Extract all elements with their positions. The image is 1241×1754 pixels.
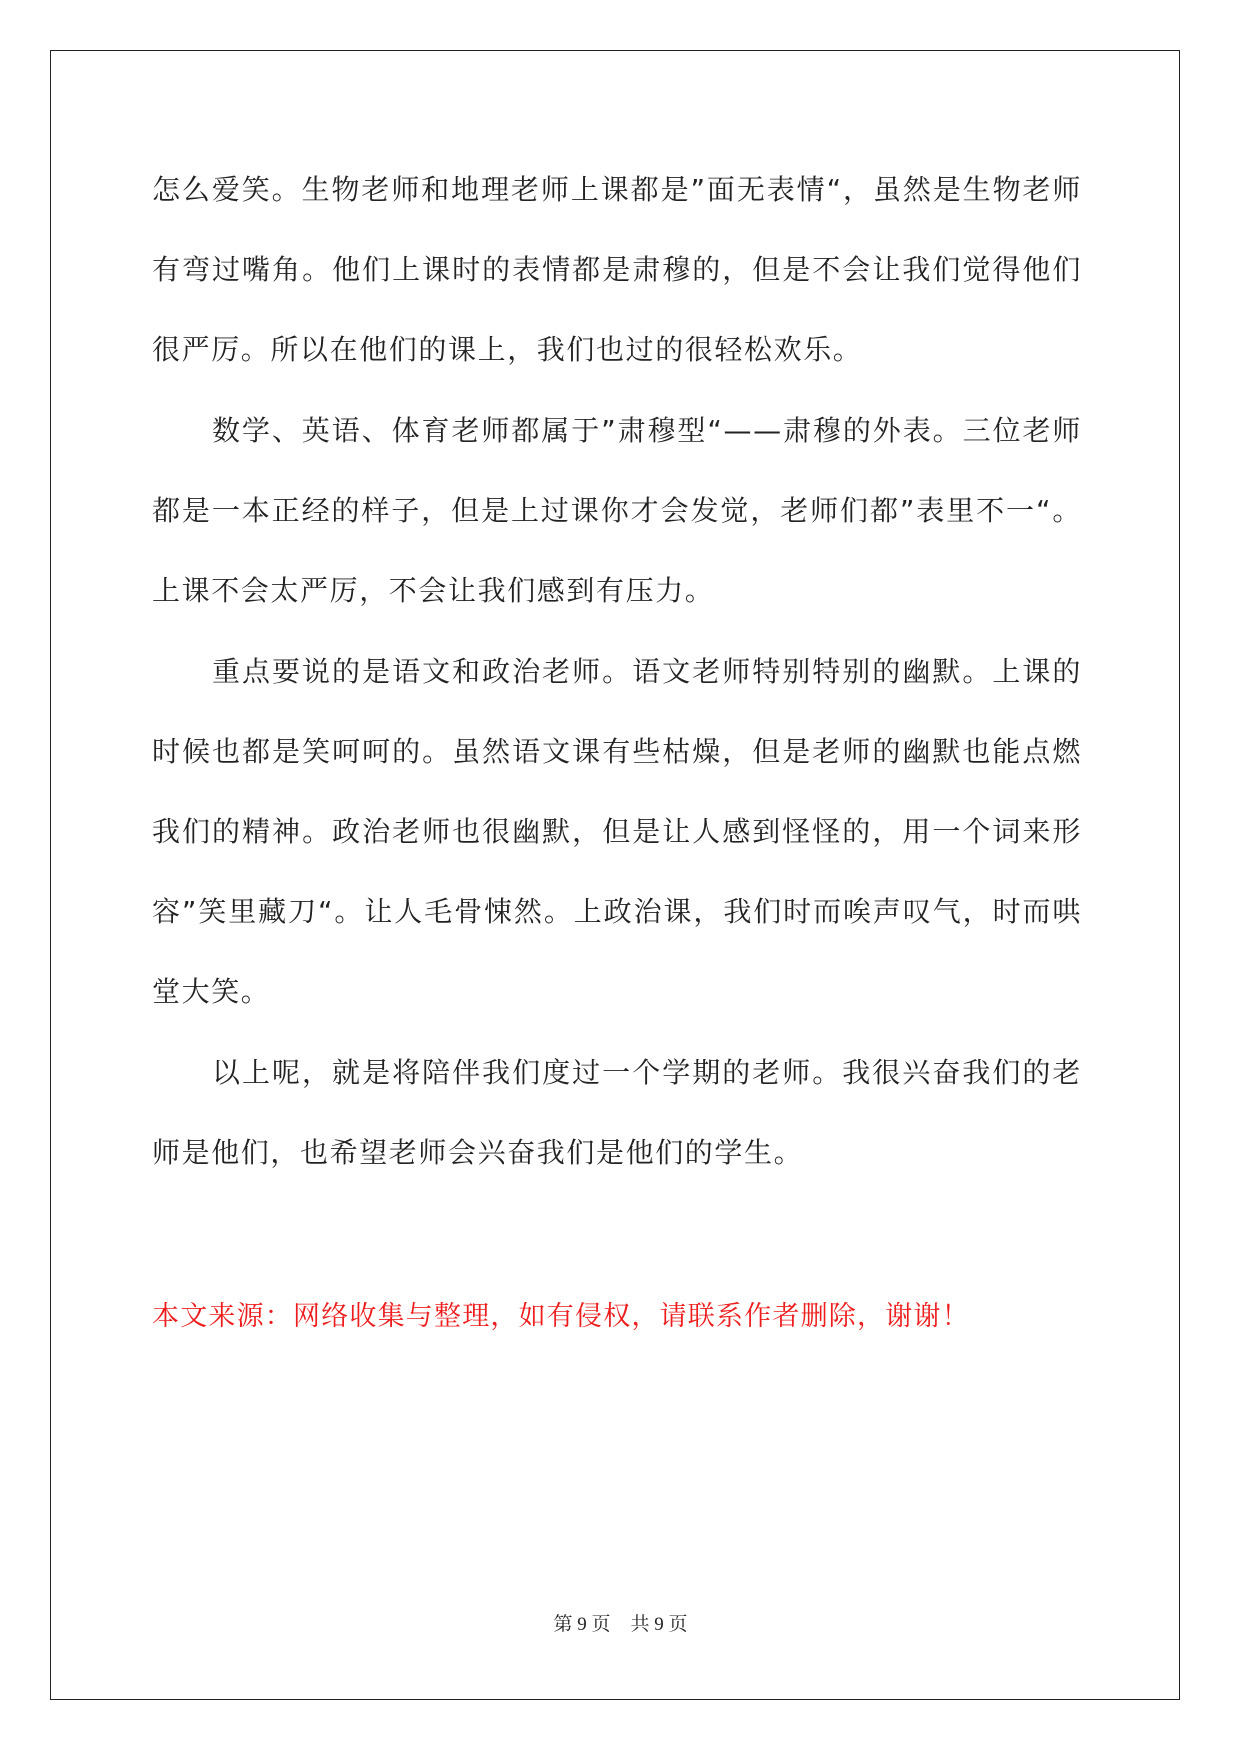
body-paragraph-1: 怎么爱笑。生物老师和地理老师上课都是”面无表情“，虽然是生物老师有弯过嘴角。他们上课时的表情都是肃穆的，但是不会让我们觉得他们很严厉。所以在他们的课上，我们也过的很轻松欢乐。: [152, 173, 1082, 366]
page-number-current: 第 9 页: [553, 1614, 611, 1635]
body-paragraph-4: 以上呢，就是将陪伴我们度过一个学期的老师。我很兴奋我们的老师是他们，也希望老师会兴奋我们是他们的学生。: [152, 1056, 1082, 1169]
page-number-total: 共 9 页: [630, 1614, 688, 1635]
source-notice: 本文来源：网络收集与整理，如有侵权，请联系作者删除，谢谢！: [152, 1301, 970, 1332]
body-paragraph-3: 重点要说的是语文和政治老师。语文老师特别特别的幽默。上课的时候也都是笑呵呵的。虽然语文课有些枯燥，但是老师的幽默也能点燃我们的精神。政治老师也很幽默，但是让人感到怪怪的，用一个词来形容”笑里藏刀“。让人毛骨悚然。上政治课，我们时而唉声叹气，时而哄堂大笑。: [152, 655, 1082, 1008]
body-paragraph-2: 数学、英语、体育老师都属于”肃穆型“——肃穆的外表。三位老师都是一本正经的样子，但是上过课你才会发觉，老师们都”表里不一“。上课不会太严厉，不会让我们感到有压力。: [152, 414, 1082, 607]
page-footer: [0, 1610, 1241, 1640]
